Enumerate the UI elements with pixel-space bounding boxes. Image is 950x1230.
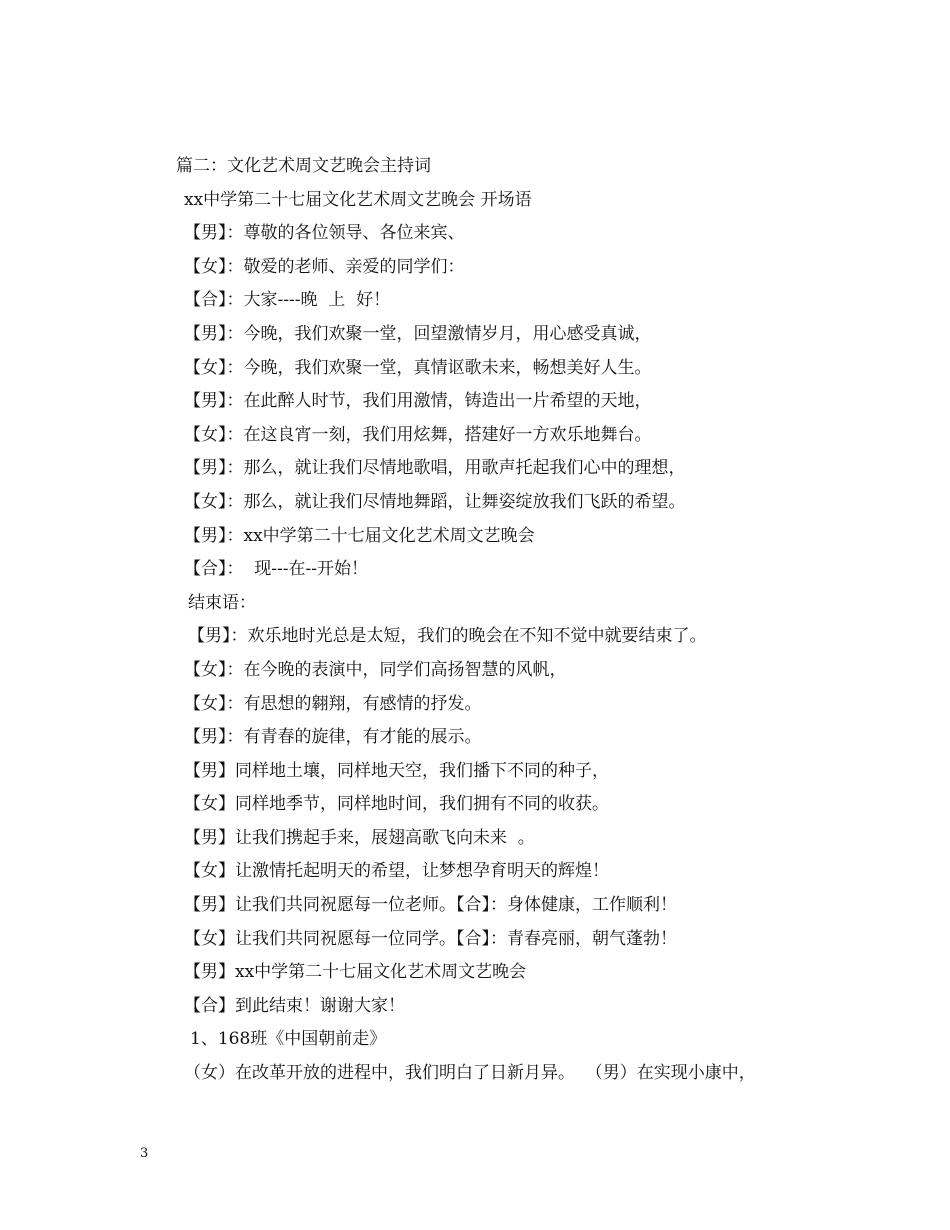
text-line: 【合】到此结束！谢谢大家！ [184, 995, 405, 1016]
text-line: 【女】：在今晚的表演中，同学们高扬智慧的风帆， [184, 659, 567, 680]
text-line: 【女】：那么，就让我们尽情地舞蹈，让舞姿绽放我们飞跃的希望。 [184, 491, 686, 512]
text-line: 【男】：有青春的旋律，有才能的展示。 [184, 727, 482, 748]
text-line: 【男】：那么，就让我们尽情地歌唱，用歌声托起我们心中的理想， [184, 458, 686, 479]
document-body [176, 150, 856, 1091]
text-line: 【男】让我们携起手来，展翅高歌飞向未来 。 [184, 827, 535, 848]
text-line: 【女】：敬爱的老师、亲爱的同学们： [184, 256, 465, 277]
text-line: 【女】：在这良宵一刻，我们用炫舞，搭建好一方欢乐地舞台。 [184, 424, 652, 445]
text-line: 【合】： 现---在--开始！ [184, 559, 369, 580]
text-line: 【女】同样地季节，同样地时间，我们拥有不同的收获。 [184, 794, 609, 815]
section-title: 篇二：文化艺术周文艺晚会主持词 [176, 156, 431, 176]
text-line: 【男】xx中学第二十七届文化艺术周文艺晚会 [184, 962, 527, 983]
event-title: xx中学第二十七届文化艺术周文艺晚会 开场语 [184, 189, 532, 210]
text-line: 【男】：xx中学第二十七届文化艺术周文艺晚会 [184, 525, 535, 546]
text-line: 【男】让我们共同祝愿每一位老师。【合】：身体健康，工作顺利！ [184, 895, 677, 916]
text-line: 【女】让激情托起明天的希望，让梦想孕育明天的辉煌！ [184, 861, 609, 882]
text-line: 【男】：欢乐地时光总是太短，我们的晚会在不知不觉中就要结束了。 [188, 626, 707, 647]
text-line: 【合】：大家----晚 上 好！ [184, 290, 391, 311]
text-line: （女）在改革开放的进程中，我们明白了日新月异。 （男）在实现小康中， [184, 1063, 756, 1084]
text-line: 【女】让我们共同祝愿每一位同学。【合】：青春亮丽，朝气蓬勃！ [184, 928, 677, 949]
text-line: 【女】：今晚，我们欢聚一堂，真情讴歌未来，畅想美好人生。 [184, 357, 652, 378]
text-line: 【男】：在此醉人时节，我们用激情，铸造出一片希望的天地， [184, 391, 652, 412]
text-line: 【女】：有思想的翱翔，有感情的抒发。 [184, 693, 482, 714]
closing-heading: 结束语： [188, 592, 256, 613]
program-item: 1、168班《中国朝前走》 [190, 1029, 387, 1050]
page-number: 3 [140, 1146, 149, 1161]
text-line: 【男】同样地土壤，同样地天空，我们播下不同的种子， [184, 760, 609, 781]
text-line: 【男】：尊敬的各位领导、各位来宾、 [184, 223, 465, 244]
text-line: 【男】：今晚，我们欢聚一堂，回望激情岁月，用心感受真诚， [184, 323, 652, 344]
